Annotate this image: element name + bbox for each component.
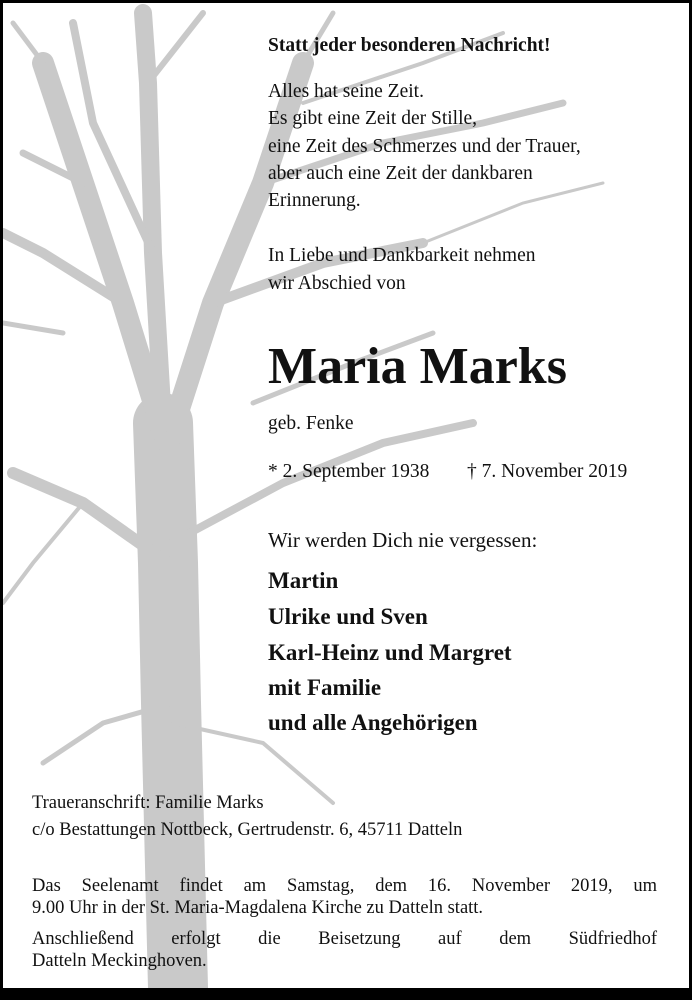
address-line: Traueranschrift: Familie Marks xyxy=(32,793,264,813)
maiden-name: geb. Fenke xyxy=(268,413,354,434)
poem-line: aber auch eine Zeit der dankbaren xyxy=(268,163,533,184)
intro-line: wir Abschied von xyxy=(268,273,406,294)
mourner: Ulrike und Sven xyxy=(268,604,428,629)
poem-line: Erinnerung. xyxy=(268,190,361,211)
address-line: c/o Bestattungen Nottbeck, Gertrudenstr. 6, 45711 Datteln xyxy=(32,820,463,840)
service-line: 9.00 Uhr in der St. Maria-Magdalena Kirche zu Datteln statt. xyxy=(32,898,484,918)
mourner: mit Familie xyxy=(268,675,382,700)
death-date: † 7. November 2019 xyxy=(467,461,628,482)
mourners-intro: Wir werden Dich nie vergessen: xyxy=(268,528,538,552)
notice-heading: Statt jeder besonderen Nachricht! xyxy=(268,35,551,56)
mourner: Karl-Heinz und Margret xyxy=(268,640,512,665)
poem-line: eine Zeit des Schmerzes und der Trauer, xyxy=(268,136,581,157)
burial-line: Anschließend erfolgt die Beisetzung auf dem Südfriedhof xyxy=(32,929,657,949)
notice-paper xyxy=(3,3,689,988)
deceased-name: Maria Marks xyxy=(268,338,567,395)
birth-date: * 2. September 1938 xyxy=(268,461,430,482)
service-line: Das Seelenamt findet am Samstag, dem 16. November 2019, um xyxy=(32,876,657,896)
poem-line: Es gibt eine Zeit der Stille, xyxy=(268,108,478,129)
poem-line: Alles hat seine Zeit. xyxy=(268,81,424,102)
intro-line: In Liebe und Dankbarkeit nehmen xyxy=(268,245,536,266)
burial-line: Datteln Meckinghoven. xyxy=(32,951,207,971)
mourner: und alle Angehörigen xyxy=(268,710,478,735)
mourner: Martin xyxy=(268,568,339,593)
